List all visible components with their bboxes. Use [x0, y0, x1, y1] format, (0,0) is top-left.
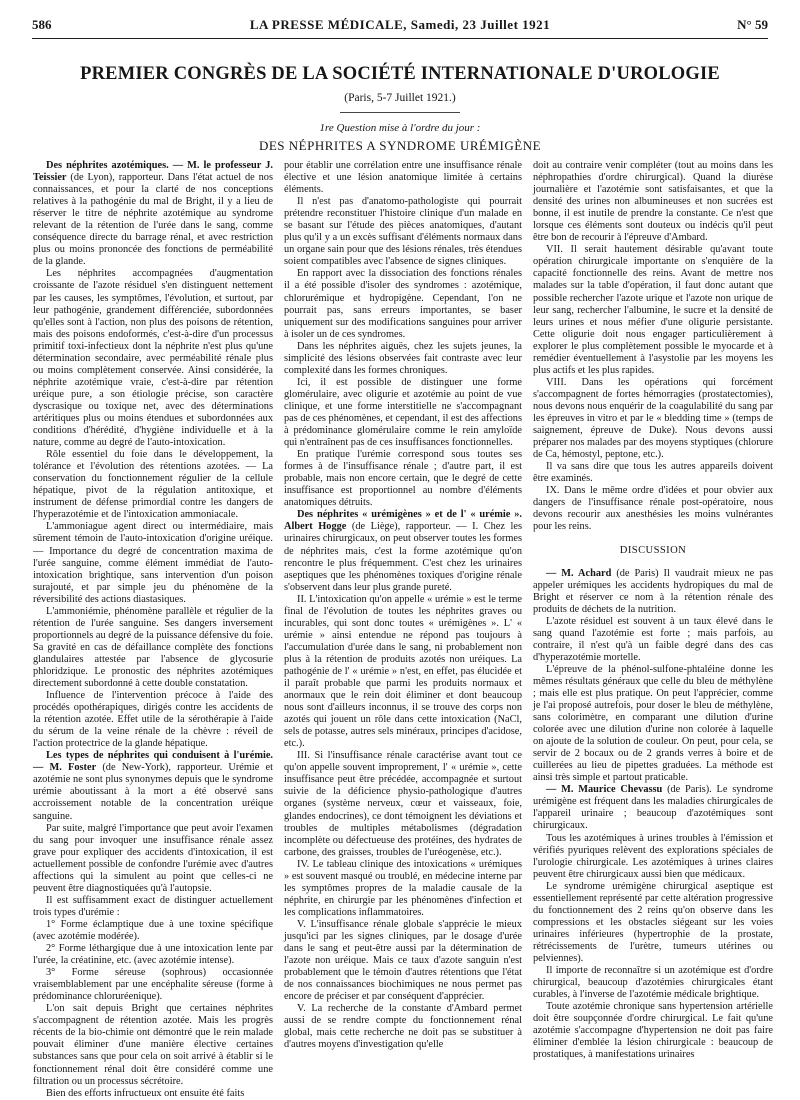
paragraph [33, 943, 273, 967]
paragraph [33, 919, 273, 943]
paragraph-text: III. Si l'insuffisance rénale caractérise avant tout ce qu'on appelle souvent improprement, l' « urémie », cette insuffisance peut être précédée, accompagnée et surtout suivie de la déficience physio-pathologique d'autres organes (système nerveux, cœur et vaisseaux, foie, glandes endocrines), ce dont témoignent les déviations et troubles de multiples métabolismes (dégradation incomplète ou défectueuse des protéines, des hydrates de carbone, des graisses, troubles de l'uréogenèse, etc.). [284, 750, 522, 858]
paragraph [533, 784, 773, 832]
paragraph [284, 509, 522, 593]
paragraph-text: Il est suffisamment exact de distinguer actuellement trois types d'urémie : [33, 894, 273, 918]
paragraph [533, 616, 773, 664]
paragraph-text: Il importe de reconnaître si un azotémique est d'ordre chirurgical, beaucoup d'azotémies chirurgicales étant curables, à l'inverse de l'azotémie médicale brightique. [533, 965, 773, 1001]
paragraph-text: Il n'est pas d'anatomo-pathologiste qui pourrait prétendre reconstituer l'histoire clinique d'un malade en se basant sur l'étude des pièces anatomiques, d'autant plus qu'il y a un excès suffisant d'éléments normaux dans un organe sain pour que des lésions rénales, très étendues soient compatibles avec l'absence de signes cliniques. [284, 196, 522, 268]
paragraph-text: doit au contraire venir compléter (tout au moins dans les néphropathies d'ordre chirurgical). Quand la diurèse journalière et l'azotémie sont satisfaisantes, et que la densité des urines non albumineuses et non sucrées est bonne, il est inutile de prendre la constante. Ce n'est que lorsque ces éléments sont douteux ou indécis qu'il peut être bon de recourir à l'épreuve d'Ambard. [533, 160, 773, 244]
text-column-2 [284, 160, 522, 1065]
running-header [32, 17, 768, 37]
paragraph [284, 919, 522, 1003]
paragraph [533, 1001, 773, 1061]
page-number: 586 [32, 17, 52, 32]
paragraph-text: Le syndrome urémigène chirurgical aseptique est essentiellement représenté par cette altération progressive du fonctionnement des 2 reins qu'on observe dans les compressions et les obstacles siégeant sur les voies urinaires inférieures (hypertrophie de la prostate, rétrécissements de l'urètre, tumeurs utérines ou pelviennes). [533, 880, 773, 964]
paragraph [533, 160, 773, 244]
paragraph [284, 196, 522, 268]
paragraph [284, 449, 522, 509]
discussion-heading: DISCUSSION [619, 545, 687, 557]
paragraph-text: IV. Le tableau clinique des intoxications « urémiques » est souvent masqué ou troublé, en médecine interne par les symptômes propres de la maladie causale de la néphrite, en chirurgie par les phénomènes d'infection et les complications inflammatoires. [284, 858, 522, 918]
journal-title: LA PRESSE MÉDICALE, Samedi, 23 Juillet 1921 [249, 17, 551, 32]
title-separator [340, 112, 460, 113]
paragraph [284, 341, 522, 377]
discussion-block [533, 568, 773, 1062]
paragraph [533, 568, 773, 616]
paragraph [533, 461, 773, 485]
paragraph-text: Rôle essentiel du foie dans le développement, la tolérance et l'évolution des rétentions azotées. — La conservation du fonctionnement régulier de la cellule hépatique, pivot de la régulation antitoxique, et instrument de défense primordial contre les dangers de l'hyperazotémie et de l'intoxication ammoniacale. [33, 449, 273, 521]
paragraph [533, 833, 773, 881]
paragraph [33, 521, 273, 605]
paragraph [533, 377, 773, 461]
paragraph-text: Toute azotémie chronique sans hypertension artérielle doit être soupçonnée d'ordre chirurgical. Le fait qu'une azotémie s'accompagne d'hypertension ne doit pas faire éliminer d'emblée la lésion chirurgicale : beaucoup de prostatiques, à manifestations urinaires [533, 1001, 773, 1061]
paragraph-text: (de Liège), rapporteur. — I. Chez les urinaires chirurgicaux, on peut observer toutes les formes de néphrites mais, c'est la forme azotémique qu'on rencontre le plus fréquemment. C'est chez les urinaires aseptiques que les phénomènes toxiques d'origine rénale s'observent dans leur plus grande pureté. [284, 521, 522, 593]
paragraph-text: L'on sait depuis Bright que certaines néphrites s'accompagnent de rétention azotée. Mais les progrès récents de la bio-chimie ont démontré que le rein malade pouvait éliminer d'une manière élective certaines substances sans que pour cela on soit arrivé à établir si le fonctionnement rénal doit être considéré comme une filtration ou un processus sécrétoire. [33, 1003, 273, 1087]
paragraph [533, 965, 773, 1001]
question-title: DES NÉPHRITES A SYNDROME URÉMIGÈNE [258, 138, 542, 153]
paragraph-text: pour établir une corrélation entre une insuffisance rénale élective et une lésion anatomique limitée à certains éléments. [284, 160, 522, 196]
paragraph [533, 485, 773, 533]
paragraph-lead: — M. Maurice Chevassu [546, 784, 663, 796]
paragraph-text: En pratique l'urémie correspond sous toutes ses formes à de l'insuffisance rénale ; d'autre part, il est probable, mais non encore certain, que le degré de cette insuffisance est proportionnel au nombre d'éléments anatomiques détruits. [284, 449, 522, 509]
paragraph [284, 594, 522, 751]
paragraph-text: L'ammoniémie, phénomène parallèle et régulier de la rétention de l'urée sanguine. Ses dangers inversement proportionnels au degré de la puissance défensive du foie. Sa gravité en cas de défaillance complète des fonctions glandulaires attestée par l'absence de glycosurie phloridzique. Le pronostic des néphrites azotémiques directement subordonné à cette double constatation. [33, 605, 273, 690]
paragraph-text: Il va sans dire que tous les autres appareils doivent être examinés. [533, 461, 773, 485]
paragraph [284, 859, 522, 919]
paragraph [33, 268, 273, 449]
paragraph [284, 750, 522, 858]
paragraph-text: Bien des efforts infructueux ont ensuite été faits [46, 1087, 245, 1099]
paragraph-text: Dans les néphrites aiguës, chez les sujets jeunes, la simplicité des lésions observées fait contraste avec leur complexité dans les formes chroniques. [284, 340, 522, 376]
paragraph-lead: — M. Achard [546, 567, 612, 579]
paragraph-text: (de New-York), rapporteur. Urémie et azotémie ne sont plus synonymes depuis que le syndrome urémie aboutissant à la mort a été observé sans accroissement notable de la concentration uréique sanguine. [33, 762, 273, 822]
paragraph [284, 377, 522, 449]
paragraph [33, 823, 273, 895]
paragraph [33, 895, 273, 919]
paragraph-text: Ici, il est possible de distinguer une forme glomérulaire, avec oligurie et azotémie au point de vue clinique, et une forme interstitielle ne s'accompagnant pas de ces phénomènes, et cependant, il est des affections à prédominance glomérulaire comme le rein amyloïde qui n'entraînent pas de ces insuffisances fonctionnelles. [284, 376, 522, 449]
paragraph-text: (de Paris). Le syndrome urémigène est fréquent dans les maladies chirurgicales de l'appareil urinaire ; beaucoup d'azotémiques sont chirurgicaux. [533, 784, 773, 832]
paragraph-text: L'épreuve de la phénol-sulfone-phtaléine donne les mêmes résultats généraux que celle du bleu de méthylène ; mais elle est plus pratique. On peut l'apprécier, comme je l'ai proposé autrefois, pour doser le bleu de méthylène, sans colorimètre, en comparant une dilution d'urine colorée avec une dilution d'urine non colorée à laquelle on ajoute de la solution de couleur. On peut, pour cela, se servir de 2 bocaux ou de 2 grands verres à boire et de cuillerées au lieu de pipettes graduées. La méthode est ainsi très simple et partout praticable. [533, 663, 773, 784]
paragraph-text: Influence de l'intervention précoce à l'aide des procédés opothérapiques, dirigés contre les accidents de la rétention azotée. Effet utile de la sérothérapie à l'aide du sérum de la veine rénale de la chèvre : réveil de l'action protectrice de la glande hépatique. [33, 690, 273, 750]
paragraph-text: Les néphrites accompagnées d'augmentation croissante de l'azote résiduel s'en distinguent nettement par les causes, les symptômes, l'évolution, et surtout, par leur pathogénie, grandement différenciée, subordonnées qu'elles sont à l'action, non plus des poisons de rétention, mais des poisons endoformés, c'est-à-dire d'un processus primitif toxi-infectieux dont la néphrite n'est plus qu'une détermination secondaire, avec perméabilité rénale plus ou moins complètement conservée. Ainsi considérée, la néphrite azotémique vraie, c'est-à-dire par rétention uréique pure, a son étiologie précise, son caractère dyscrasique ou toxique net, avec des déterminations artéritiques plus ou moins étendues et subordonnées aux conditions d'hérédité, d'hygiène individuelle et à la nature, comme au degré de l'auto-intoxication. [33, 268, 273, 449]
article-subtitle: (Paris, 5-7 Juillet 1921.) [344, 92, 456, 104]
paragraph [33, 449, 273, 521]
paragraph [33, 1088, 273, 1100]
paragraph [33, 967, 273, 1003]
paragraph-lead: Des néphrites « urémigènes » et de l' « urémie ». Albert Hogge [284, 509, 522, 533]
paragraph-text: En rapport avec la dissociation des fonctions rénales il a été possible d'isoler des syndromes : azotémique, chlorurémique et hydropigène. Cependant, l'on ne pourrait pas, sans erreurs importantes, se baser uniquement sur des modifications sanguines pour arriver à isoler un de ces syndromes. [284, 268, 522, 340]
paragraph-lead: Les types de néphrites qui conduisent à l'urémie. — M. Foster [33, 750, 273, 774]
paragraph-text: V. La recherche de la constante d'Ambard permet aussi de se rendre compte du fonctionnement rénal global, mais cette recherche ne doit pas se substituer à d'autres moyens d'investigation qu'elle [284, 1003, 522, 1051]
paragraph-text: L'azote résiduel est souvent à un taux élevé dans le sang quand l'azotémie est forte ; mais parfois, au contraire, il n'est qu'à un faible degré dans des cas d'hyperazotémie mortelle. [533, 615, 773, 663]
paragraph-text: IX. Dans le même ordre d'idées et pour obvier aux dangers de l'insuffisance rénale post-opératoire, nous devons recourir aux anesthésies les moins vulnérantes pour les reins. [533, 485, 773, 533]
paragraph-text: 1° Forme éclamptique due à une toxine spécifique (avec azotémie modérée). [33, 918, 273, 942]
question-line: 1re Question mise à l'ordre du jour : [319, 122, 481, 134]
article-title: PREMIER CONGRÈS DE LA SOCIÉTÉ INTERNATIONALE D'UROLOGIE [80, 64, 720, 84]
paragraph-text: VII. Il serait hautement désirable qu'avant toute opération chirurgicale importante on s'enquière de la capacité fonctionnelle des reins. Avant de mettre nos malades sur la table d'opération, il faut donc autant que possible rechercher l'azote urique et l'azote non urique de leur sang, rechercher l'albumine, le sucre et la densité de leurs urines et nous méfier d'une oligurie persistante. Cette oligurie doit nous engager particulièrement à explorer le plus complètement possible le myocarde et à remédier éventuellement à l'asystolie par les moyens les plus actifs et les plus rapides. [533, 244, 773, 376]
paragraph [533, 244, 773, 377]
paragraph [284, 160, 522, 196]
paragraph-text: Par suite, malgré l'importance que peut avoir l'examen du sang pour invoquer une insuffisance rénale assez grave pour expliquer des accidents d'intoxication, il est actuellement possible de confondre l'urémie avec d'autres affections qui la simulent au point que celles-ci ne peuvent être diagnostiquées qu'à l'autopsie. [33, 822, 273, 894]
paragraph-text: V. L'insuffisance rénale globale s'apprécie le mieux jusqu'ici par les signes cliniques, par le dosage d'urée dans le sang et peut-être aussi par la détermination de l'azote non uréique. Mais ce taux d'azote sanguin n'est probablement que le témoin d'autres rétentions que l'état de nos connaissances biochimiques ne nous permet pas encore de préciser et par conséquent d'apprécier. [284, 918, 522, 1003]
paragraph [533, 664, 773, 784]
column-3-top-block [533, 160, 773, 533]
paragraph [33, 750, 273, 822]
paragraph [284, 268, 522, 340]
paragraph-text: (de Lyon), rapporteur. Dans l'état actuel de nos connaissances, et pour la clarté de nos conceptions relatives à la pathogénie du mal de Bright, il y a lieu de réserver le titre de néphrite azotémique au syndrome relevant de la rétention de l'urée dans le sang, comme conséquence directe du barrage rénal, et avec restriction plus ou moins prononcée des fonctions de perméabilité de la glande. [33, 172, 273, 268]
header-rule [32, 38, 768, 39]
paragraph [533, 881, 773, 965]
paragraph-text: L'ammoniague agent direct ou intermédiaire, mais sûrement témoin de l'auto-intoxication d'origine uréique. — Importance du degré de concentration maxima de l'urée sanguine, comme élément immédiat de l'auto-intoxication brightique, sans intervention d'un poison surajouté, et par simple jeu du phénomène de la réversibilité des actions diastasiques. [33, 521, 273, 605]
paragraph [33, 606, 273, 690]
paragraph-text: VIII. Dans les opérations qui forcément s'accompagnent de fortes hémorragies (prostatectomies), nous devons nous enquérir de la coagulabilité du sang par les épreuves in vitro et par le « bledding time » (temps de saignement, épreuve de Duke). Nous devons aussi préparer nos malades par des moyens styptiques (chlorure de Ca, hémostyl, peptone, etc.). [533, 376, 773, 461]
paragraph-lead: Des néphrites azotémiques. — M. le professeur J. Teissier [33, 160, 273, 184]
paragraph [33, 1003, 273, 1087]
paragraph-text: (de Paris) Il vaudrait mieux ne pas appeler urémiques les accidents hydropiques du mal de Bright et réserver ce nom à la rétention rénale des produits de déchets de la nutrition. [533, 567, 773, 615]
paragraph [284, 1003, 522, 1051]
text-column-3 [533, 160, 773, 1065]
text-column-1 [33, 160, 273, 1099]
paragraph-text: Tous les azotémiques à urines troubles à l'émission et vérifiés pyuriques relèvent des explorations spéciales de l'urologie chirurgicale. Les azotémiques à urines claires peuvent être chirurgicaux aussi bien que médicaux. [533, 832, 773, 880]
issue-number: N° 59 [737, 17, 768, 32]
paragraph-text: II. L'intoxication qu'on appelle « urémie » est le terme final de l'évolution de toutes les néphrites graves ou incurables, qui sont donc toutes « urémigènes ». L' « urémie » ainsi entendue ne répond pas toujours à l'accumulation d'urée dans le sang, ni probablement non plus à la rétention de produits azotés non uréiques. La pathogénie de l' « urémie » n'est, en effet, pas élucidée et il paraît probable que parmi les produits normaux et anormaux que le rein doit éliminer et dont beaucoup nous sont d'ailleurs inconnus, il se trouve des corps non azotés qui jouent un rôle dans cette intoxication (NaCl, sels de potasse, autres sels minéraux, principes d'acidose, etc.). [284, 593, 522, 750]
paragraph-text: 2° Forme léthargique due à une intoxication lente par l'urée, la créatinine, etc. (avec azotémie intense). [33, 943, 273, 967]
paragraph [33, 160, 273, 268]
paragraph-text: 3° Forme séreuse (sophrous) occasionnée vraisemblablement par une encéphalite séreuse (forme à prédominance chloruréenique). [33, 967, 273, 1003]
paragraph [33, 690, 273, 750]
